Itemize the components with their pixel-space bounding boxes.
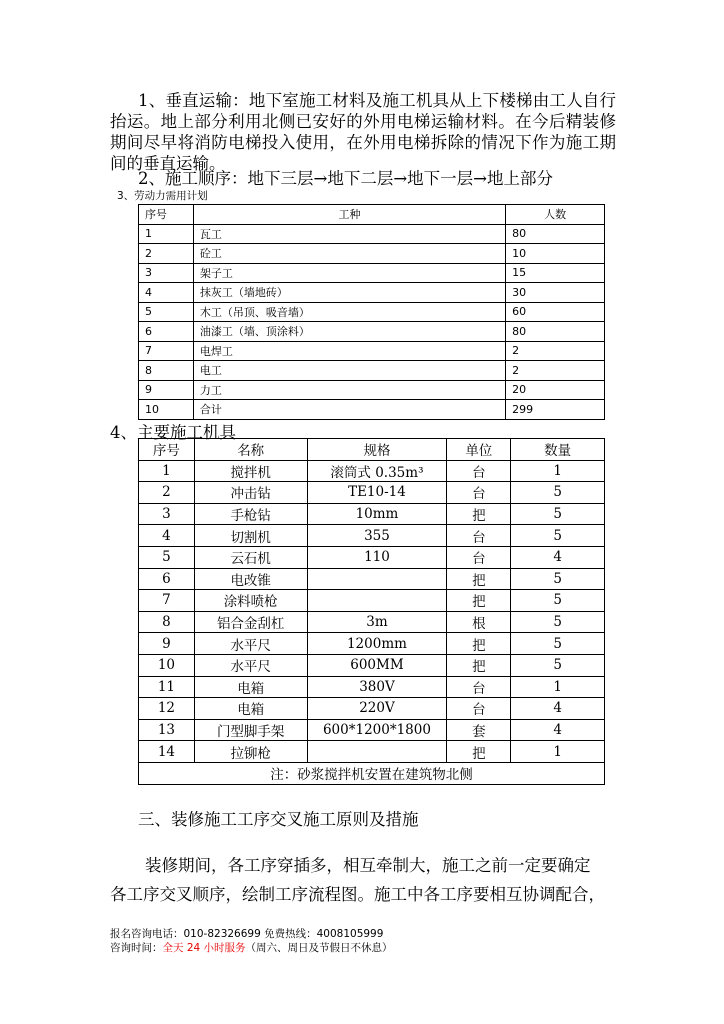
table-row — [139, 568, 605, 590]
table-cell: 12 — [139, 698, 195, 720]
section-three-heading: 三、装修施工工序交叉施工原则及措施 — [138, 810, 419, 829]
table-row — [139, 341, 605, 361]
table-cell: 1 — [511, 676, 605, 698]
table-cell: 台 — [447, 482, 511, 504]
table-cell: 5 — [511, 654, 605, 676]
table-cell: 油漆工（墙、顶涂料） — [193, 322, 505, 342]
table-cell: 台 — [447, 460, 511, 482]
table-row — [139, 741, 605, 763]
table-cell: 冲击钻 — [194, 482, 307, 504]
table-row — [139, 503, 605, 525]
table-cell: 电焊工 — [193, 341, 505, 361]
table-cell: 把 — [447, 503, 511, 525]
table-cell: 手枪钻 — [194, 503, 307, 525]
table-cell: 门型脚手架 — [194, 719, 307, 741]
table-cell: 铝合金刮杠 — [194, 611, 307, 633]
table-header-row — [139, 205, 605, 225]
table-cell: 4 — [139, 525, 195, 547]
footer-hours-prefix: 咨询时间： — [110, 942, 163, 954]
table-cell: 20 — [506, 380, 605, 400]
table-cell: 力工 — [193, 380, 505, 400]
table-cell — [307, 741, 447, 763]
table-row — [139, 633, 605, 655]
table-cell: 5 — [511, 482, 605, 504]
section-three-para-line2: 各工序交叉顺序，绘制工序流程图。施工中各工序要相互协调配合， — [110, 885, 605, 904]
table-cell: 搅拌机 — [194, 460, 307, 482]
table-cell: 11 — [139, 676, 195, 698]
table-cell: 600MM — [307, 654, 447, 676]
table-row — [139, 460, 605, 482]
table-header-row — [139, 439, 605, 461]
table-cell: 4 — [139, 283, 194, 303]
table-cell: 5 — [139, 302, 194, 322]
table-cell: 10 — [506, 244, 605, 264]
table-row — [139, 698, 605, 720]
table-cell — [307, 568, 447, 590]
table-cell: 10mm — [307, 503, 447, 525]
table-cell: 355 — [307, 525, 447, 547]
table-cell: 14 — [139, 741, 195, 763]
table-cell: 把 — [447, 590, 511, 612]
table-cell: 云石机 — [194, 546, 307, 568]
construction-order-line: 2、施工顺序：地下三层→地下二层→地下一层→地上部分 — [138, 169, 553, 188]
table-cell: 涂料喷枪 — [194, 590, 307, 612]
table-note-row — [139, 762, 605, 784]
table-cell: 电工 — [193, 361, 505, 381]
table-cell: 15 — [506, 263, 605, 283]
table-cell: 10 — [139, 400, 194, 420]
table-cell: 抹灰工（墙地砖） — [193, 283, 505, 303]
table-cell: 把 — [447, 568, 511, 590]
table-row — [139, 283, 605, 303]
table-cell: 把 — [447, 741, 511, 763]
table-row — [139, 546, 605, 568]
equipment-title: 4、主要施工机具 — [110, 423, 236, 442]
table-row — [139, 400, 605, 420]
table-cell: 台 — [447, 546, 511, 568]
header-cell: 名称 — [194, 439, 307, 461]
table-cell: 13 — [139, 719, 195, 741]
table-cell: 2 — [139, 482, 195, 504]
table-cell: 4 — [511, 546, 605, 568]
vertical-transport-paragraph: 1、垂直运输：地下室施工材料及施工机具从上下楼梯由工人自行抬运。地上部分利用北侧已安好的外用电梯运输材料。在今后精装修期间尽早将消防电梯投入使用，在外用电梯拆除的情况下作为施工期间的垂直运输。 — [110, 91, 616, 173]
table-cell: 3 — [139, 263, 194, 283]
table-cell: 合计 — [193, 400, 505, 420]
table-cell: 1200mm — [307, 633, 447, 655]
table-row — [139, 224, 605, 244]
table-cell: 4 — [511, 719, 605, 741]
section-three-para-line1: 装修期间，各工序穿插多，相互牵制大，施工之前一定要确定 — [145, 856, 591, 875]
footer-hours-line — [110, 940, 393, 955]
table-cell: 5 — [511, 503, 605, 525]
table-cell: 电箱 — [194, 698, 307, 720]
header-cell: 工种 — [193, 205, 505, 225]
table-cell: 7 — [139, 590, 195, 612]
table-cell: 80 — [506, 322, 605, 342]
table-cell: 1 — [511, 460, 605, 482]
table-cell: 1 — [511, 741, 605, 763]
header-cell: 单位 — [447, 439, 511, 461]
table-cell: 60 — [506, 302, 605, 322]
table-cell: 瓦工 — [193, 224, 505, 244]
equipment-table — [138, 438, 605, 785]
footer-hours-highlight: 全天 24 小时服务 — [162, 942, 246, 954]
table-cell: 5 — [511, 611, 605, 633]
table-cell: 水平尺 — [194, 654, 307, 676]
table-cell: 把 — [447, 654, 511, 676]
table-cell: 8 — [139, 611, 195, 633]
table-cell: 水平尺 — [194, 633, 307, 655]
table-cell: 5 — [511, 633, 605, 655]
table-row — [139, 482, 605, 504]
table-cell: 木工（吊顶、吸音墙） — [193, 302, 505, 322]
table-row — [139, 719, 605, 741]
header-cell: 序号 — [139, 439, 195, 461]
table-cell: 台 — [447, 698, 511, 720]
table-cell: 600*1200*1800 — [307, 719, 447, 741]
table-row — [139, 302, 605, 322]
table-cell: 根 — [447, 611, 511, 633]
table-cell: 10 — [139, 654, 195, 676]
table-cell: TE10-14 — [307, 482, 447, 504]
labor-plan-title: 3、劳动力需用计划 — [117, 190, 208, 202]
table-cell: 1 — [139, 224, 194, 244]
table-row — [139, 244, 605, 264]
table-cell: 2 — [139, 244, 194, 264]
table-cell: 380V — [307, 676, 447, 698]
footer-hours-suffix: （周六、周日及节假日不休息） — [245, 942, 393, 954]
header-cell: 数量 — [511, 439, 605, 461]
table-cell: 1 — [139, 460, 195, 482]
table-cell: 5 — [139, 546, 195, 568]
table-cell: 拉铆枪 — [194, 741, 307, 763]
table-row — [139, 525, 605, 547]
table-row — [139, 676, 605, 698]
equipment-note: 注：砂浆搅拌机安置在建筑物北侧 — [139, 762, 605, 784]
table-cell: 220V — [307, 698, 447, 720]
table-cell: 台 — [447, 676, 511, 698]
table-cell: 2 — [506, 341, 605, 361]
table-row — [139, 361, 605, 381]
table-row — [139, 263, 605, 283]
table-row — [139, 380, 605, 400]
table-cell: 2 — [506, 361, 605, 381]
table-cell: 6 — [139, 568, 195, 590]
table-cell: 把 — [447, 633, 511, 655]
table-cell: 电箱 — [194, 676, 307, 698]
header-cell: 人数 — [506, 205, 605, 225]
table-cell: 5 — [511, 590, 605, 612]
table-cell: 4 — [511, 698, 605, 720]
table-row — [139, 590, 605, 612]
table-cell: 5 — [511, 568, 605, 590]
table-cell: 8 — [139, 361, 194, 381]
header-cell: 序号 — [139, 205, 194, 225]
table-cell: 6 — [139, 322, 194, 342]
table-cell: 110 — [307, 546, 447, 568]
table-cell: 80 — [506, 224, 605, 244]
table-cell: 9 — [139, 633, 195, 655]
table-cell: 3 — [139, 503, 195, 525]
table-row — [139, 611, 605, 633]
table-cell: 9 — [139, 380, 194, 400]
table-cell: 7 — [139, 341, 194, 361]
table-cell: 架子工 — [193, 263, 505, 283]
table-cell: 滚筒式 0.35m³ — [307, 460, 447, 482]
footer-contact-line: 报名咨询电话：010-82326699 免费热线：4008105999 — [110, 928, 384, 940]
table-cell: 3m — [307, 611, 447, 633]
table-cell: 砼工 — [193, 244, 505, 264]
table-cell: 30 — [506, 283, 605, 303]
table-cell: 切割机 — [194, 525, 307, 547]
table-cell: 电改锥 — [194, 568, 307, 590]
header-cell: 规格 — [307, 439, 447, 461]
labor-plan-table — [138, 204, 605, 420]
table-cell — [307, 590, 447, 612]
table-row — [139, 322, 605, 342]
table-cell: 套 — [447, 719, 511, 741]
table-cell: 台 — [447, 525, 511, 547]
table-cell: 299 — [506, 400, 605, 420]
table-cell: 5 — [511, 525, 605, 547]
table-row — [139, 654, 605, 676]
